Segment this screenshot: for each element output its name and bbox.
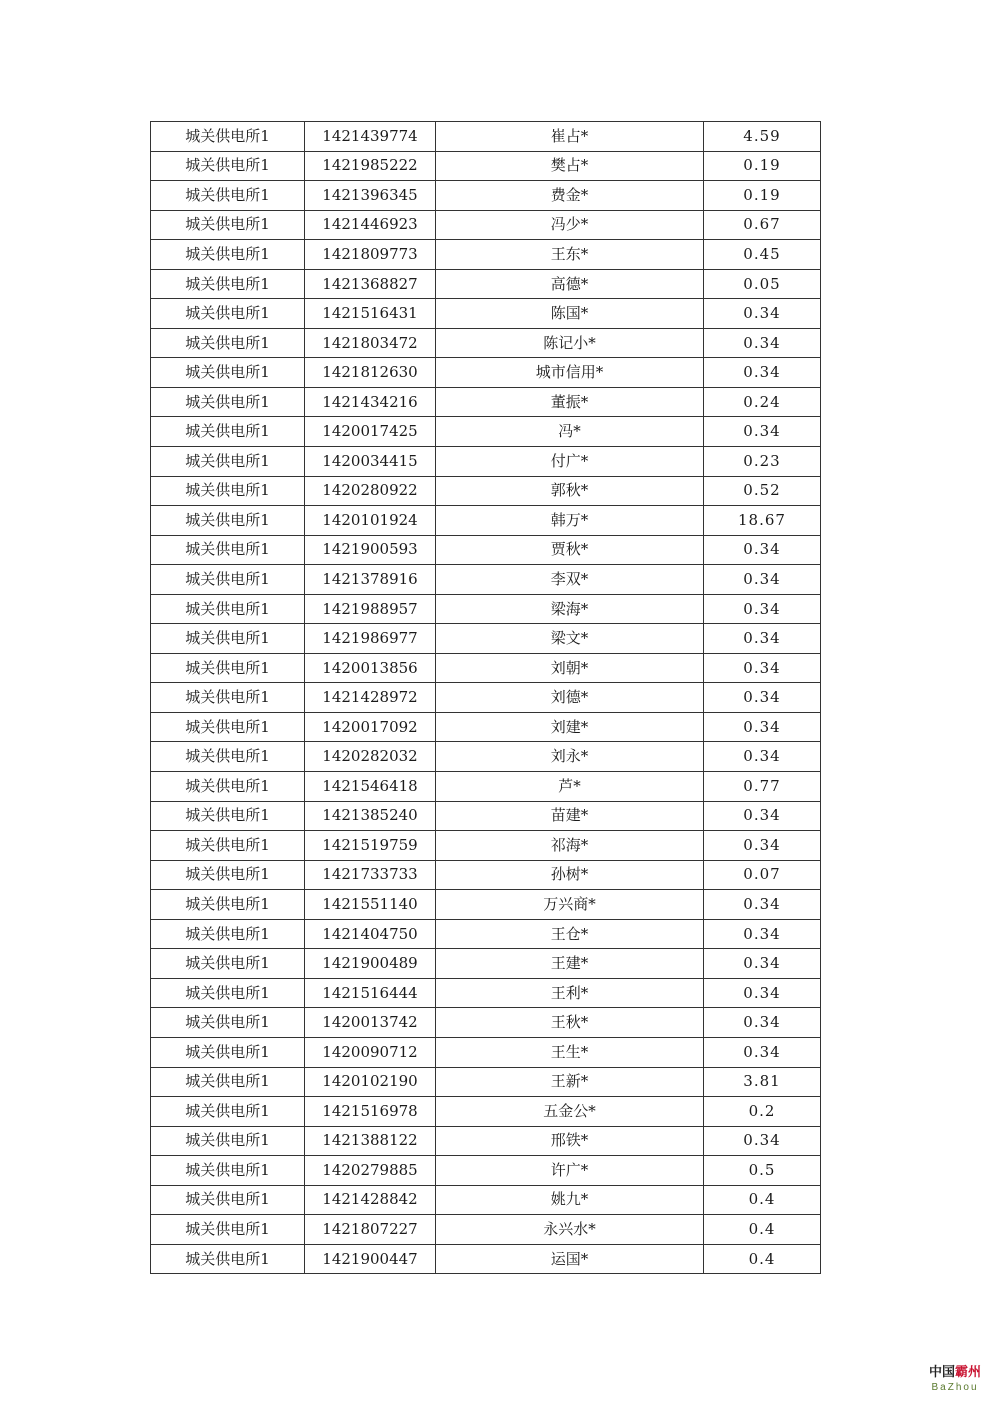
- cell-name: 芦*: [436, 772, 704, 802]
- cell-name: 韩万*: [436, 506, 704, 536]
- cell-amount: 0.77: [704, 772, 821, 802]
- cell-account: 1420090712: [305, 1037, 436, 1067]
- cell-unit: 城关供电所1: [151, 831, 305, 861]
- cell-unit: 城关供电所1: [151, 712, 305, 742]
- cell-amount: 0.34: [704, 978, 821, 1008]
- cell-name: 邢铁*: [436, 1126, 704, 1156]
- table-row: [151, 683, 821, 713]
- table-row: [151, 1244, 821, 1274]
- cell-unit: 城关供电所1: [151, 387, 305, 417]
- cell-amount: 0.34: [704, 358, 821, 388]
- cell-amount: 18.67: [704, 506, 821, 536]
- cell-account: 1421985222: [305, 151, 436, 181]
- cell-amount: 0.4: [704, 1244, 821, 1274]
- cell-unit: 城关供电所1: [151, 801, 305, 831]
- cell-amount: 0.4: [704, 1215, 821, 1245]
- cell-unit: 城关供电所1: [151, 742, 305, 772]
- cell-unit: 城关供电所1: [151, 919, 305, 949]
- cell-amount: 0.34: [704, 831, 821, 861]
- cell-amount: 0.34: [704, 594, 821, 624]
- cell-name: 郭秋*: [436, 476, 704, 506]
- cell-name: 五金公*: [436, 1097, 704, 1127]
- cell-amount: 0.4: [704, 1185, 821, 1215]
- cell-name: 梁文*: [436, 624, 704, 654]
- cell-unit: 城关供电所1: [151, 1097, 305, 1127]
- cell-amount: 0.34: [704, 299, 821, 329]
- cell-name: 王生*: [436, 1037, 704, 1067]
- cell-amount: 0.34: [704, 1008, 821, 1038]
- cell-amount: 0.34: [704, 1126, 821, 1156]
- cell-name: 姚九*: [436, 1185, 704, 1215]
- cell-name: 陈国*: [436, 299, 704, 329]
- table-row: [151, 772, 821, 802]
- cell-unit: 城关供电所1: [151, 653, 305, 683]
- cell-name: 万兴商*: [436, 890, 704, 920]
- cell-unit: 城关供电所1: [151, 417, 305, 447]
- table-row: [151, 1156, 821, 1186]
- cell-name: 城市信用*: [436, 358, 704, 388]
- cell-name: 贾秋*: [436, 535, 704, 565]
- cell-amount: 0.67: [704, 210, 821, 240]
- cell-account: 1421900593: [305, 535, 436, 565]
- cell-name: 王东*: [436, 240, 704, 270]
- cell-account: 1421378916: [305, 565, 436, 595]
- cell-amount: 0.05: [704, 269, 821, 299]
- table-row: [151, 210, 821, 240]
- cell-unit: 城关供电所1: [151, 447, 305, 477]
- cell-amount: 0.45: [704, 240, 821, 270]
- cell-amount: 0.34: [704, 653, 821, 683]
- table-row: [151, 860, 821, 890]
- cell-unit: 城关供电所1: [151, 978, 305, 1008]
- cell-account: 1421428842: [305, 1185, 436, 1215]
- cell-account: 1421803472: [305, 328, 436, 358]
- table-row: [151, 1067, 821, 1097]
- table-row: [151, 181, 821, 211]
- cell-amount: 0.34: [704, 565, 821, 595]
- cell-account: 1421388122: [305, 1126, 436, 1156]
- data-table-body: [151, 122, 821, 1274]
- cell-account: 1421986977: [305, 624, 436, 654]
- cell-amount: 0.34: [704, 683, 821, 713]
- cell-unit: 城关供电所1: [151, 1037, 305, 1067]
- table-row: [151, 624, 821, 654]
- cell-amount: 0.34: [704, 801, 821, 831]
- table-row: [151, 1215, 821, 1245]
- cell-name: 崔占*: [436, 122, 704, 152]
- table-row: [151, 801, 821, 831]
- cell-account: 1421516978: [305, 1097, 436, 1127]
- cell-unit: 城关供电所1: [151, 1067, 305, 1097]
- table-row: [151, 151, 821, 181]
- cell-unit: 城关供电所1: [151, 151, 305, 181]
- cell-account: 1421446923: [305, 210, 436, 240]
- cell-unit: 城关供电所1: [151, 772, 305, 802]
- table-row: [151, 299, 821, 329]
- cell-name: 刘德*: [436, 683, 704, 713]
- cell-unit: 城关供电所1: [151, 1185, 305, 1215]
- cell-amount: 0.34: [704, 919, 821, 949]
- cell-unit: 城关供电所1: [151, 240, 305, 270]
- cell-account: 1421900489: [305, 949, 436, 979]
- cell-name: 运国*: [436, 1244, 704, 1274]
- cell-unit: 城关供电所1: [151, 506, 305, 536]
- cell-unit: 城关供电所1: [151, 1215, 305, 1245]
- cell-name: 刘永*: [436, 742, 704, 772]
- table-row: [151, 594, 821, 624]
- cell-amount: 0.34: [704, 890, 821, 920]
- cell-amount: 3.81: [704, 1067, 821, 1097]
- cell-unit: 城关供电所1: [151, 299, 305, 329]
- cell-name: 王秋*: [436, 1008, 704, 1038]
- cell-unit: 城关供电所1: [151, 269, 305, 299]
- cell-name: 苗建*: [436, 801, 704, 831]
- cell-amount: 0.19: [704, 151, 821, 181]
- cell-unit: 城关供电所1: [151, 683, 305, 713]
- cell-name: 陈记小*: [436, 328, 704, 358]
- cell-account: 1421385240: [305, 801, 436, 831]
- cell-account: 1420282032: [305, 742, 436, 772]
- cell-account: 1420101924: [305, 506, 436, 536]
- cell-name: 冯少*: [436, 210, 704, 240]
- cell-name: 王利*: [436, 978, 704, 1008]
- cell-amount: 0.23: [704, 447, 821, 477]
- table-row: [151, 1037, 821, 1067]
- cell-account: 1420280922: [305, 476, 436, 506]
- cell-name: 王新*: [436, 1067, 704, 1097]
- table-row: [151, 919, 821, 949]
- cell-name: 祁海*: [436, 831, 704, 861]
- cell-name: 冯*: [436, 417, 704, 447]
- cell-unit: 城关供电所1: [151, 181, 305, 211]
- cell-amount: 0.34: [704, 417, 821, 447]
- cell-account: 1421516431: [305, 299, 436, 329]
- cell-amount: 0.34: [704, 712, 821, 742]
- cell-account: 1421733733: [305, 860, 436, 890]
- cell-unit: 城关供电所1: [151, 594, 305, 624]
- cell-name: 王建*: [436, 949, 704, 979]
- cell-name: 李双*: [436, 565, 704, 595]
- cell-amount: 0.34: [704, 624, 821, 654]
- table-row: [151, 417, 821, 447]
- cell-account: 1421368827: [305, 269, 436, 299]
- cell-unit: 城关供电所1: [151, 1008, 305, 1038]
- cell-account: 1421812630: [305, 358, 436, 388]
- cell-account: 1421516444: [305, 978, 436, 1008]
- cell-account: 1420017092: [305, 712, 436, 742]
- cell-unit: 城关供电所1: [151, 949, 305, 979]
- table-row: [151, 1185, 821, 1215]
- cell-amount: 0.34: [704, 949, 821, 979]
- cell-amount: 0.34: [704, 535, 821, 565]
- table-row: [151, 1097, 821, 1127]
- table-row: [151, 949, 821, 979]
- table-row: [151, 240, 821, 270]
- table-row: [151, 476, 821, 506]
- cell-name: 许广*: [436, 1156, 704, 1186]
- watermark-line1-a: 中国: [928, 1365, 955, 1380]
- cell-account: 1421519759: [305, 831, 436, 861]
- table-row: [151, 712, 821, 742]
- cell-unit: 城关供电所1: [151, 1244, 305, 1274]
- table-row: [151, 358, 821, 388]
- cell-account: 1421988957: [305, 594, 436, 624]
- cell-unit: 城关供电所1: [151, 328, 305, 358]
- cell-account: 1420013742: [305, 1008, 436, 1038]
- cell-account: 1421439774: [305, 122, 436, 152]
- table-row: [151, 565, 821, 595]
- cell-account: 1421900447: [305, 1244, 436, 1274]
- cell-unit: 城关供电所1: [151, 210, 305, 240]
- cell-name: 孙树*: [436, 860, 704, 890]
- cell-account: 1421551140: [305, 890, 436, 920]
- cell-account: 1421546418: [305, 772, 436, 802]
- table-row: [151, 535, 821, 565]
- cell-unit: 城关供电所1: [151, 358, 305, 388]
- cell-name: 永兴水*: [436, 1215, 704, 1245]
- table-row: [151, 978, 821, 1008]
- cell-account: 1421396345: [305, 181, 436, 211]
- site-watermark-logo: [922, 1365, 988, 1399]
- table-row: [151, 1126, 821, 1156]
- table-row: [151, 506, 821, 536]
- cell-account: 1421434216: [305, 387, 436, 417]
- cell-account: 1420102190: [305, 1067, 436, 1097]
- table-row: [151, 742, 821, 772]
- cell-name: 樊占*: [436, 151, 704, 181]
- cell-amount: 0.34: [704, 328, 821, 358]
- cell-unit: 城关供电所1: [151, 1156, 305, 1186]
- cell-name: 高德*: [436, 269, 704, 299]
- watermark-line2: BaZhou: [931, 1382, 979, 1393]
- watermark-line1-b: 霸州: [955, 1365, 982, 1380]
- cell-name: 董振*: [436, 387, 704, 417]
- cell-unit: 城关供电所1: [151, 890, 305, 920]
- table-row: [151, 328, 821, 358]
- cell-amount: 0.5: [704, 1156, 821, 1186]
- table-row: [151, 269, 821, 299]
- table-row: [151, 447, 821, 477]
- table-row: [151, 122, 821, 152]
- cell-account: 1421404750: [305, 919, 436, 949]
- cell-amount: 0.2: [704, 1097, 821, 1127]
- cell-account: 1420017425: [305, 417, 436, 447]
- cell-amount: 0.19: [704, 181, 821, 211]
- cell-name: 费金*: [436, 181, 704, 211]
- cell-amount: 0.52: [704, 476, 821, 506]
- cell-unit: 城关供电所1: [151, 476, 305, 506]
- cell-account: 1420013856: [305, 653, 436, 683]
- cell-account: 1421809773: [305, 240, 436, 270]
- cell-unit: 城关供电所1: [151, 565, 305, 595]
- table-row: [151, 890, 821, 920]
- cell-unit: 城关供电所1: [151, 624, 305, 654]
- table-row: [151, 1008, 821, 1038]
- cell-unit: 城关供电所1: [151, 1126, 305, 1156]
- table-row: [151, 831, 821, 861]
- cell-account: 1421807227: [305, 1215, 436, 1245]
- cell-name: 王仓*: [436, 919, 704, 949]
- table-row: [151, 387, 821, 417]
- cell-amount: 0.24: [704, 387, 821, 417]
- cell-unit: 城关供电所1: [151, 122, 305, 152]
- cell-name: 梁海*: [436, 594, 704, 624]
- cell-name: 刘建*: [436, 712, 704, 742]
- cell-account: 1420279885: [305, 1156, 436, 1186]
- cell-unit: 城关供电所1: [151, 535, 305, 565]
- cell-unit: 城关供电所1: [151, 860, 305, 890]
- data-table: [150, 121, 821, 1274]
- cell-amount: 0.07: [704, 860, 821, 890]
- table-row: [151, 653, 821, 683]
- cell-amount: 0.34: [704, 1037, 821, 1067]
- cell-name: 付广*: [436, 447, 704, 477]
- cell-amount: 0.34: [704, 742, 821, 772]
- cell-name: 刘朝*: [436, 653, 704, 683]
- cell-amount: 4.59: [704, 122, 821, 152]
- cell-account: 1420034415: [305, 447, 436, 477]
- cell-account: 1421428972: [305, 683, 436, 713]
